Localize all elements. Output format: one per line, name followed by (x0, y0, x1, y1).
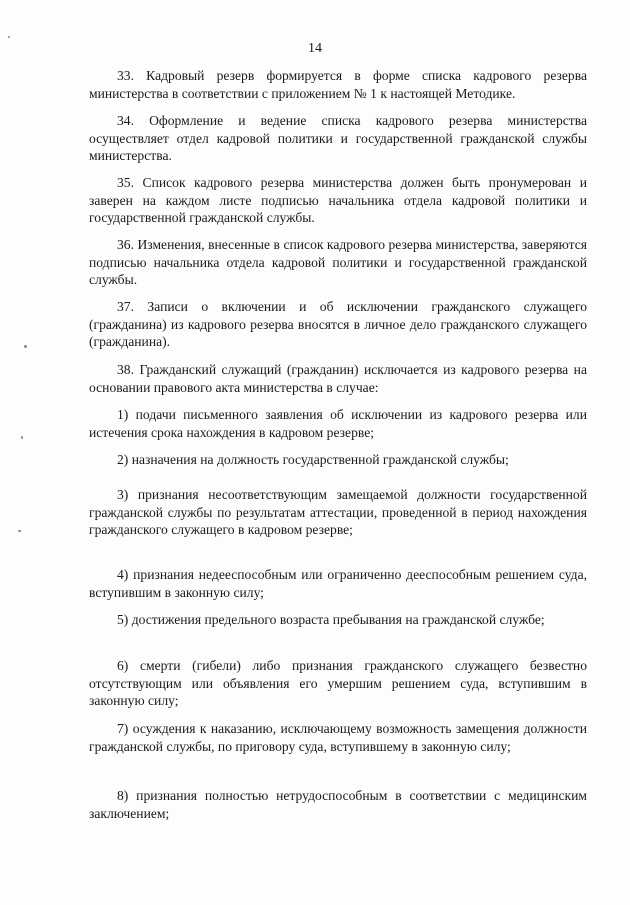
list-item-8: 8) признания полностью нетрудоспособным в соответствии с медицинским заключением; (89, 788, 587, 821)
paragraph-37: 37. Записи о включении и об исключении гражданского служащего (гражданина) из кадрового резерва вносятся в личное дело гражданского служащего (гражданина). (89, 299, 587, 350)
paragraph-33: 33. Кадровый резерв формируется в форме списка кадрового резерва министерства в соответствии с приложением № 1 к настоящей Методике. (89, 68, 587, 101)
scan-speck (18, 530, 21, 532)
list-item-1: 1) подачи письменного заявления об исключении из кадрового резерва или истечения срока нахождения в кадровом резерве; (89, 407, 587, 440)
paragraph-35: 35. Список кадрового резерва министерства должен быть пронумерован и заверен на каждом листе подписью начальника отдела кадровой политики и государственной гражданской службы. (89, 175, 587, 226)
list-item-7: 7) осуждения к наказанию, исключающему возможность замещения должности гражданской службы, по приговору суда, вступившему в законную силу; (89, 721, 587, 754)
list-item-5: 5) достижения предельного возраста пребывания на гражданской службе; (117, 612, 545, 627)
paragraph-34: 34. Оформление и ведение списка кадрового резерва министерства осуществляет отдел кадровой политики и государственной гражданской службы министерства. (89, 113, 587, 164)
scan-speck (21, 436, 23, 439)
paragraph-36: 36. Изменения, внесенные в список кадрового резерва министерства, заверяются подписью начальника отдела кадровой политики и государственной гражданской службы. (89, 237, 587, 288)
list-item-3: 3) признания несоответствующим замещаемой должности государственной гражданской службы по результатам аттестации, проведенной в период нахождения гражданского служащего в кадровом резерве; (89, 487, 587, 538)
page-number: 14 (308, 41, 322, 56)
paragraph-38: 38. Гражданский служащий (гражданин) исключается из кадрового резерва на основании правового акта министерства в случае: (89, 362, 587, 395)
list-item-4: 4) признания недееспособным или ограниченно дееспособным решением суда, вступившим в законную силу; (89, 567, 587, 600)
list-item-6: 6) смерти (гибели) либо признания гражданского служащего безвестно отсутствующим или объявления его умершим решением суда, вступившим в законную силу; (89, 658, 587, 709)
scan-speck (24, 345, 27, 348)
list-item-2: 2) назначения на должность государственной гражданской службы; (117, 452, 509, 467)
scan-speck (8, 36, 10, 38)
